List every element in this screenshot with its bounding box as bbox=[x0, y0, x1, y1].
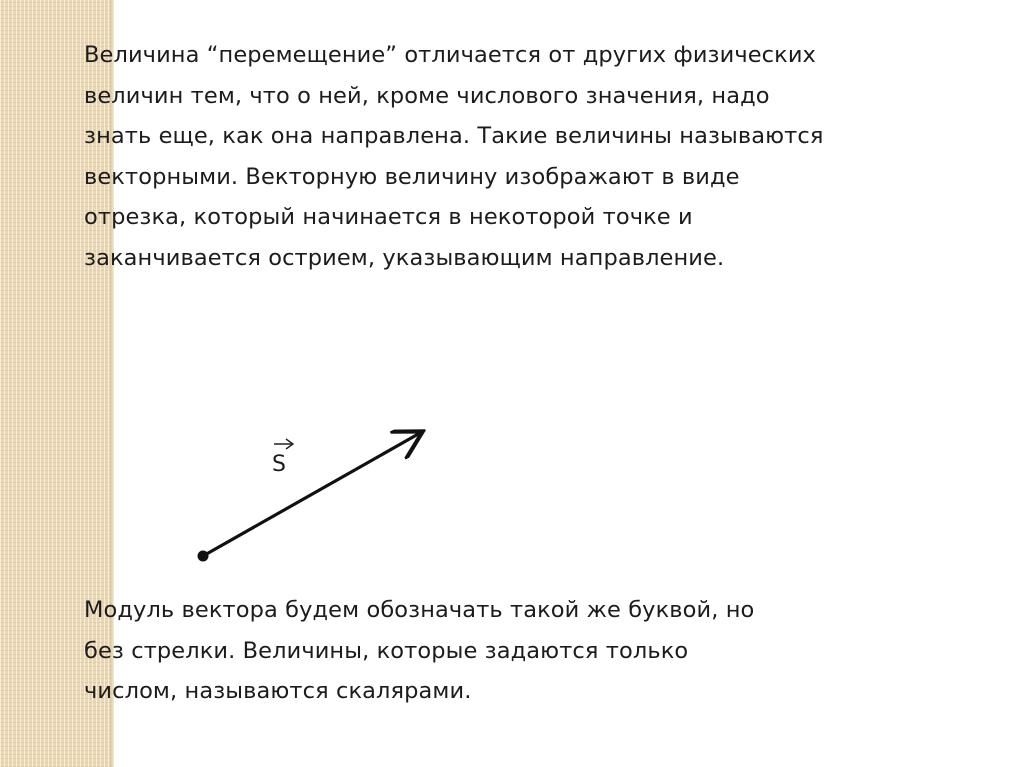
scalar-paragraph bbox=[84, 590, 924, 712]
text-line: Величина “перемещение” отличается от других физических bbox=[84, 42, 816, 68]
text-line: величин тем, что о ней, кроме числового значения, надо bbox=[84, 82, 770, 109]
text-line: отрезка, который начинается в некоторой точке и bbox=[84, 204, 693, 230]
text-line: знать еще, как она направлена. Такие величины называются bbox=[84, 123, 824, 149]
text-line: заканчивается острием, указывающим направление. bbox=[84, 244, 725, 271]
text-line: векторными. Векторную величину изображают в виде bbox=[84, 163, 740, 190]
vector-arrow-icon bbox=[272, 435, 296, 451]
vector-arrow bbox=[203, 433, 420, 556]
text-line: числом, называются скалярами. bbox=[84, 678, 472, 704]
vector-start-point bbox=[198, 551, 209, 562]
text-line: Модуль вектора будем обозначать такой же буквой, но bbox=[84, 597, 755, 623]
vector-label: S bbox=[272, 452, 286, 477]
text-line: без стрелки. Величины, которые задаются только bbox=[84, 637, 689, 664]
